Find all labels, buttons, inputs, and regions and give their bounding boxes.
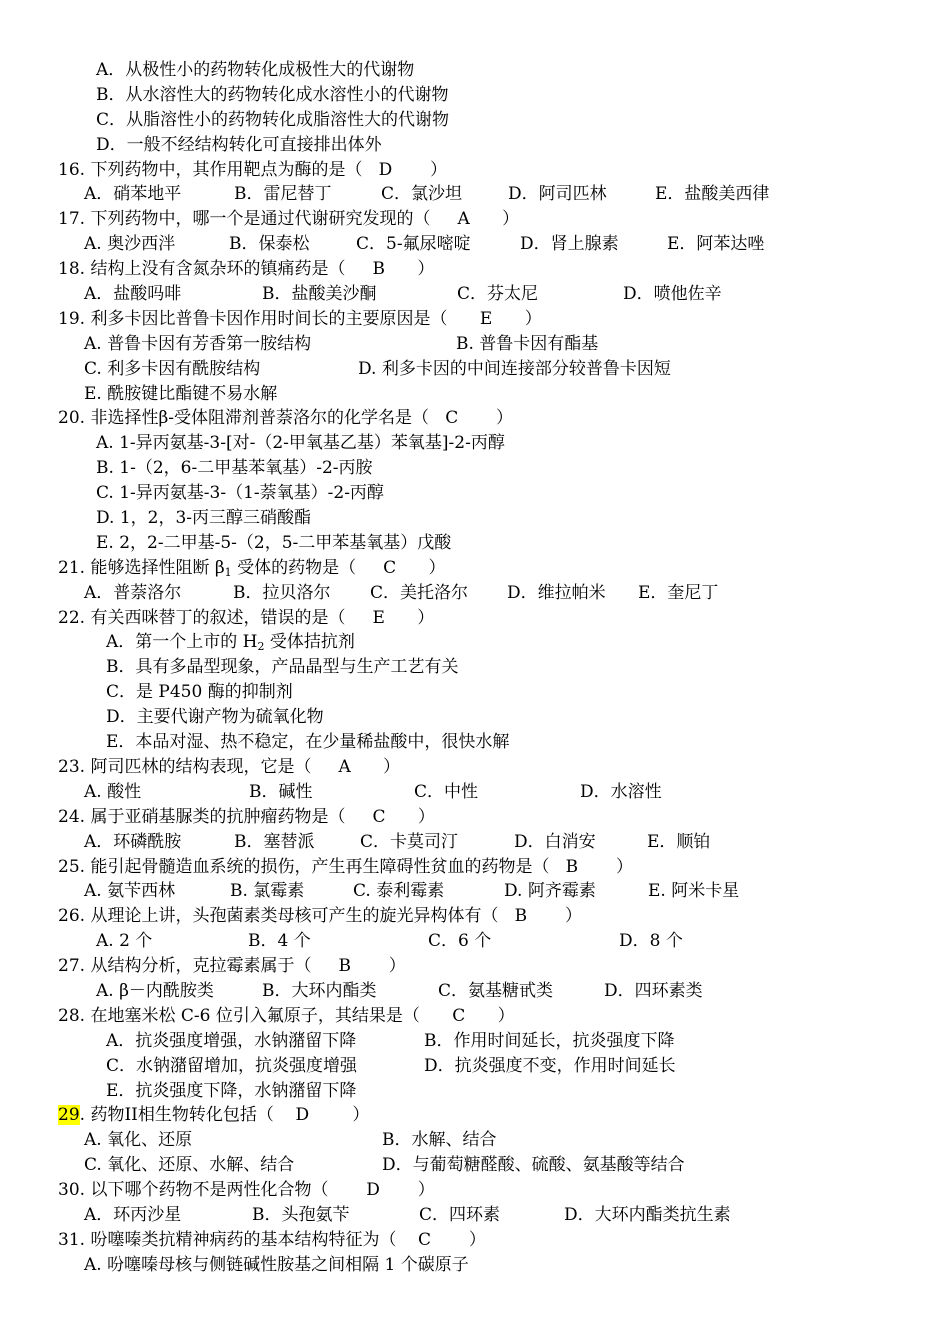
option-row (0, 1203, 950, 1228)
answer-option: B．拉贝洛尔 (233, 582, 331, 603)
option-line (0, 108, 950, 133)
answer-option: D．8 个 (619, 931, 683, 952)
question-line (0, 207, 950, 232)
answer-option: C．芬太尼 (457, 284, 539, 305)
answer-option: C．卡莫司汀 (360, 831, 459, 852)
answer-option: D．水溶性 (580, 781, 662, 802)
option-row (0, 1029, 950, 1054)
line-text: 受体的药物是（ C ） (231, 557, 446, 578)
line-text: E．本品对湿、热不稳定，在少量稀盐酸中，很快水解 (106, 732, 510, 753)
answer-option: A．盐酸吗啡 (84, 284, 182, 305)
answer-option: C. 利多卡因有酰胺结构 (84, 358, 261, 379)
option-row (0, 282, 950, 307)
answer-option: B．4 个 (248, 931, 311, 952)
line-text: 24. 属于亚硝基脲类的抗肿瘤药物是（ C ） (58, 806, 435, 827)
line-text: 16. 下列药物中，其作用靶点为酶的是（ D ） (58, 159, 448, 180)
option-row (0, 232, 950, 257)
line-text: 21. 能够选择性阻断 β (58, 557, 225, 578)
answer-option: B．头孢氨苄 (252, 1204, 350, 1225)
option-line (0, 655, 950, 680)
answer-option: C．氯沙坦 (381, 184, 463, 205)
option-line (0, 705, 950, 730)
subscript: 1 (224, 565, 232, 579)
answer-option: E．奎尼丁 (638, 582, 719, 603)
line-text: E．抗炎强度下降，水钠潴留下降 (106, 1080, 357, 1101)
answer-option: D．四环素类 (604, 980, 703, 1001)
answer-option: D．维拉帕米 (507, 582, 606, 603)
option-row (0, 1054, 950, 1079)
answer-option: B．保泰松 (229, 234, 310, 255)
subscript: 2 (257, 640, 265, 654)
line-text: 22. 有关西咪替丁的叙述，错误的是（ E ） (58, 607, 435, 628)
line-text: C. 1-异丙氨基-3-（1-萘氧基）-2-丙醇 (96, 483, 384, 504)
answer-option: E．盐酸美西律 (655, 184, 770, 205)
highlighted-question-number: 29 (58, 1105, 80, 1126)
answer-option: D．阿司匹林 (508, 184, 607, 205)
answer-option: A. 氧化、还原 (84, 1130, 193, 1151)
answer-option: C．美托洛尔 (370, 582, 469, 603)
answer-option: C．中性 (414, 781, 479, 802)
answer-option: B．大环内酯类 (262, 980, 377, 1001)
answer-option: B. 氯霉素 (230, 881, 305, 902)
line-text: E. 2，2-二甲基-5-（2，5-二甲苯基氧基）戊酸 (96, 532, 452, 553)
option-line (0, 630, 950, 655)
answer-option: C．氨基糖甙类 (438, 980, 554, 1001)
answer-option: B．碱性 (249, 781, 313, 802)
option-line (0, 456, 950, 481)
option-row (0, 581, 950, 606)
line-text: B．从水溶性大的药物转化成水溶性小的代谢物 (96, 84, 449, 105)
line-text: 23. 阿司匹林的结构表现，它是（ A ） (58, 756, 401, 777)
option-line (0, 680, 950, 705)
question-line (0, 755, 950, 780)
answer-option: C．5-氟尿嘧啶 (356, 234, 471, 255)
option-row (0, 1153, 950, 1178)
question-line (0, 855, 950, 880)
answer-option: D．白消安 (514, 831, 596, 852)
answer-option: C．6 个 (428, 931, 492, 952)
answer-option: A．环丙沙星 (84, 1204, 182, 1225)
line-text: 20. 非选择性β-受体阻滞剂普萘洛尔的化学名是（ C ） (58, 408, 514, 429)
answer-option: D. 利多卡因的中间连接部分较普鲁卡因短 (358, 358, 671, 379)
answer-option: A．抗炎强度增强，水钠潴留下降 (106, 1030, 357, 1051)
answer-option: B．塞替派 (234, 831, 315, 852)
line-text: B．具有多晶型现象，产品晶型与生产工艺有关 (106, 657, 459, 678)
option-row (0, 830, 950, 855)
line-text: D．一般不经结构转化可直接排出体外 (96, 134, 382, 155)
line-text: A. 吩噻嗪母核与侧链碱性胺基之间相隔 1 个碳原子 (84, 1254, 469, 1275)
line-text: E. 酰胺键比酯键不易水解 (84, 383, 278, 404)
answer-option: A. 奥沙西泮 (84, 234, 176, 255)
question-line (0, 954, 950, 979)
line-text: 30. 以下哪个药物不是两性化合物（ D ） (58, 1180, 435, 1201)
line-text: A. 1-异丙氨基-3-[对-（2-甲氧基乙基）苯氧基]-2-丙醇 (96, 433, 505, 454)
option-row (0, 929, 950, 954)
line-text: D．主要代谢产物为硫氧化物 (106, 707, 324, 728)
option-row (0, 780, 950, 805)
line-text: D. 1，2，3-丙三醇三硝酸酯 (96, 508, 312, 529)
line-text: A．第一个上市的 H (106, 632, 258, 653)
answer-option: A．普萘洛尔 (84, 582, 182, 603)
line-text: 受体拮抗剂 (264, 632, 355, 653)
line-text: 28. 在地塞米松 C-6 位引入氟原子，其结果是（ C ） (58, 1005, 515, 1026)
line-text: 18. 结构上没有含氮杂环的镇痛药是（ B ） (58, 259, 435, 280)
answer-option: D．抗炎强度不变，作用时间延长 (424, 1055, 676, 1076)
answer-option: B. 普鲁卡因有酯基 (456, 333, 599, 354)
option-line (0, 382, 950, 407)
line-text: 17. 下列药物中，哪一个是通过代谢研究发现的（ A ） (58, 209, 520, 230)
option-line (0, 58, 950, 83)
option-row (0, 182, 950, 207)
option-line (0, 531, 950, 556)
answer-option: B．盐酸美沙酮 (262, 284, 377, 305)
question-line (0, 904, 950, 929)
line-text: C．是 P450 酶的抑制剂 (106, 682, 293, 703)
answer-option: D．喷他佐辛 (623, 284, 722, 305)
answer-option: A. β－内酰胺类 (96, 980, 214, 1001)
line-text: 26. 从理论上讲，头孢菌素类母核可产生的旋光异构体有（ B ） (58, 906, 582, 927)
answer-option: E．顺铂 (647, 831, 711, 852)
question-line (0, 1178, 950, 1203)
answer-option: A. 2 个 (96, 931, 153, 952)
answer-option: B．雷尼替丁 (234, 184, 332, 205)
question-line (0, 257, 950, 282)
option-row (0, 1128, 950, 1153)
answer-option: C. 泰利霉素 (353, 881, 445, 902)
answer-option: C．四环素 (419, 1204, 501, 1225)
answer-option: A. 氨苄西林 (84, 881, 176, 902)
answer-option: D. 阿齐霉素 (504, 881, 596, 902)
line-text: 27. 从结构分析，克拉霉素属于（ B ） (58, 956, 406, 977)
answer-option: A．硝苯地平 (84, 184, 182, 205)
answer-option: A. 普鲁卡因有芳香第一胺结构 (84, 333, 312, 354)
option-row (0, 332, 950, 357)
question-line (0, 606, 950, 631)
line-text: . 药物II相生物转化包括（ D ） (79, 1105, 370, 1126)
question-line (0, 406, 950, 431)
option-line (0, 1253, 950, 1278)
question-line (0, 805, 950, 830)
line-text: 19. 利多卡因比普鲁卡因作用时间长的主要原因是（ E ） (58, 308, 542, 329)
option-line (0, 506, 950, 531)
option-row (0, 979, 950, 1004)
option-row (0, 879, 950, 904)
answer-option: B．作用时间延长，抗炎强度下降 (424, 1030, 675, 1051)
line-text: A．从极性小的药物转化成极性大的代谢物 (96, 60, 415, 80)
question-line (0, 158, 950, 183)
option-line (0, 481, 950, 506)
answer-option: B．水解、结合 (382, 1130, 497, 1151)
question-line (0, 556, 950, 581)
question-line (0, 1228, 950, 1253)
line-text: 31. 吩噻嗪类抗精神病药的基本结构特征为（ C ） (58, 1229, 486, 1250)
line-text: B. 1-（2，6-二甲基苯氧基）-2-丙胺 (96, 458, 373, 479)
answer-option: C．水钠潴留增加，抗炎强度增强 (106, 1055, 358, 1076)
option-line (0, 431, 950, 456)
exam-question-list (0, 58, 950, 1278)
answer-option: D．大环内酯类抗生素 (564, 1204, 731, 1225)
question-line (0, 307, 950, 332)
question-line (0, 1004, 950, 1029)
option-line (0, 83, 950, 108)
option-line (0, 133, 950, 158)
option-line (0, 730, 950, 755)
answer-option: D．肾上腺素 (520, 234, 619, 255)
answer-option: E．阿苯达唑 (667, 234, 765, 255)
option-line (0, 1079, 950, 1104)
line-text: C．从脂溶性小的药物转化成脂溶性大的代谢物 (96, 109, 450, 130)
answer-option: D．与葡萄糖醛酸、硫酸、氨基酸等结合 (382, 1155, 685, 1176)
option-row (0, 357, 950, 382)
question-line (0, 1103, 950, 1128)
answer-option: E. 阿米卡星 (648, 881, 740, 902)
answer-option: A．环磷酰胺 (84, 831, 182, 852)
answer-option: A. 酸性 (84, 781, 142, 802)
line-text: 25. 能引起骨髓造血系统的损伤，产生再生障碍性贫血的药物是（ B ） (58, 856, 633, 877)
answer-option: C. 氧化、还原、水解、结合 (84, 1155, 295, 1176)
